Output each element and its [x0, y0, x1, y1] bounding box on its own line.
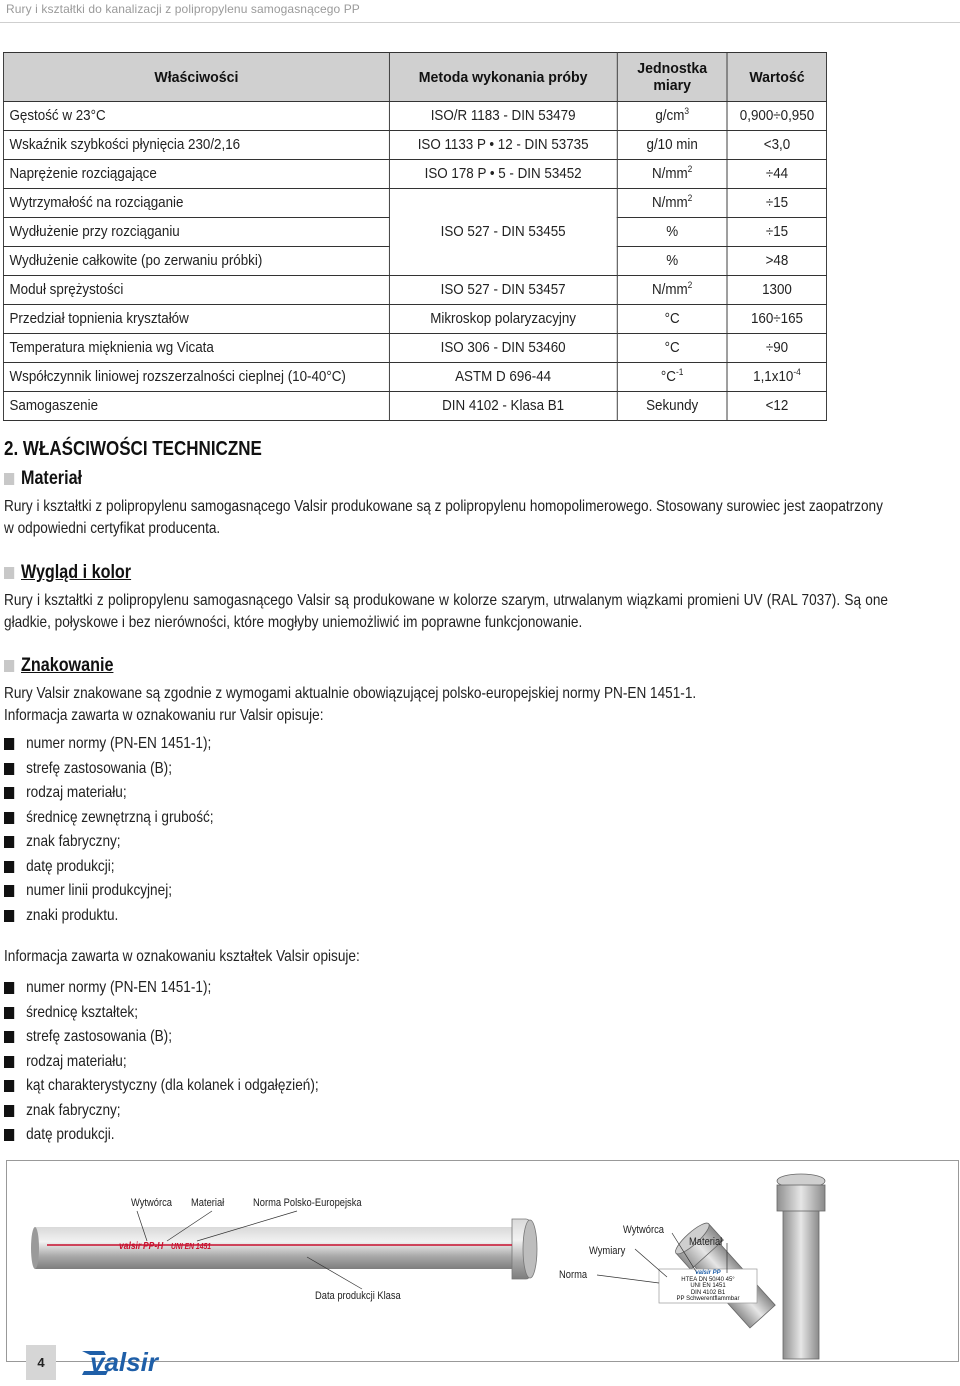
cell-property: Samogaszenie — [3, 392, 389, 421]
cell-property: Wskaźnik szybkości płynięcia 230/2,16 — [3, 131, 389, 160]
table-row — [3, 363, 826, 392]
header-method: Metoda wykonania próby — [389, 53, 617, 102]
square-bullet-icon — [4, 660, 14, 672]
table-row — [3, 276, 826, 305]
fitting-drawing — [659, 1174, 825, 1359]
pipe-print-material: PP-H — [143, 1241, 164, 1252]
list-item: znak fabryczny; — [4, 1099, 319, 1124]
fitting-marking-list — [4, 976, 319, 1148]
cell-property: Wydłużenie całkowite (po zerwaniu próbki) — [3, 247, 389, 276]
pipe-print-brand: valsir — [119, 1241, 142, 1252]
bullet-icon — [4, 812, 14, 824]
bullet-icon — [4, 1031, 14, 1043]
cell-unit: % — [617, 218, 728, 247]
cell-unit: $N/mm^2$ — [617, 276, 728, 305]
header-unit: Jednostka miary — [617, 53, 728, 102]
cell-value: <12 — [727, 392, 826, 421]
cell-property: Temperatura mięknienia wg Vicata — [3, 334, 389, 363]
label-pipe-producer: Wytwórca — [131, 1197, 172, 1209]
cell-value: ÷15 — [727, 218, 826, 247]
cell-unit: Sekundy — [617, 392, 728, 421]
list-item: strefę zastosowania (B); — [4, 1025, 319, 1050]
bullet-icon — [4, 763, 14, 775]
cell-property: Wydłużenie przy rozciąganiu — [3, 218, 389, 247]
list-item: numer normy (PN-EN 1451-1); — [4, 976, 319, 1001]
fitting-print-block: valsir PP HTEA DN 50/40 45° UNI EN 1451 DIN 4102 B1 PP Schwerentflammbar — [676, 1270, 740, 1303]
bullet-icon — [4, 1129, 14, 1141]
table-row — [3, 189, 826, 218]
marking-illustration — [6, 1160, 959, 1362]
section-title: 2. WŁAŚCIWOŚCI TECHNICZNE — [4, 438, 262, 460]
pipe-body — [35, 1227, 515, 1269]
bullet-icon — [4, 1105, 14, 1117]
bullet-icon — [4, 787, 14, 799]
table-row — [3, 102, 826, 131]
cell-method: ASTM D 696-44 — [389, 363, 617, 392]
list-item: datę produkcji. — [4, 1123, 319, 1148]
cell-value: 160÷165 — [727, 305, 826, 334]
list-item: strefę zastosowania (B); — [4, 757, 214, 782]
cell-property: Współczynnik liniowej rozszerzalności cieplnej (10-40°C) — [3, 363, 389, 392]
cell-value: >48 — [727, 247, 826, 276]
cell-unit: % — [617, 247, 728, 276]
cell-property: Naprężenie rozciągające — [3, 160, 389, 189]
label-fitting-dimensions: Wymiary — [589, 1245, 626, 1257]
list-item: średnicę zewnętrzną i grubość; — [4, 806, 214, 831]
list-item: kąt charakterystyczny (dla kolanek i odgałęzień); — [4, 1074, 319, 1099]
list-item: rodzaj materiału; — [4, 1050, 319, 1075]
label-pipe-date: Data produkcji Klasa — [315, 1290, 401, 1302]
cell-value: ÷44 — [727, 160, 826, 189]
pipe-socket-end — [523, 1220, 537, 1278]
pipe-marking-list — [4, 732, 214, 928]
cell-property: Przedział topnienia kryształów — [3, 305, 389, 334]
cell-value: ÷90 — [727, 334, 826, 363]
header-rule — [0, 22, 960, 23]
logo-drawing — [80, 1345, 200, 1381]
marking-heading: Znakowanie — [4, 655, 113, 677]
table-row — [3, 305, 826, 334]
valsir-logo — [80, 1345, 200, 1386]
cell-unit: $g/cm^3$ — [617, 102, 728, 131]
list-item: znak fabryczny; — [4, 830, 214, 855]
label-fitting-producer: Wytwórca — [623, 1224, 664, 1236]
bullet-icon — [4, 738, 14, 750]
table-row — [3, 131, 826, 160]
page-number: 4 — [26, 1345, 56, 1380]
bullet-icon — [4, 1007, 14, 1019]
cell-unit: °C — [617, 334, 728, 363]
running-header: Rury i kształtki do kanalizacji z polipropylenu samogasnącego PP — [6, 2, 360, 16]
table-header-row — [3, 53, 826, 102]
list-item: znaki produktu. — [4, 904, 214, 929]
svg-text:valsir: valsir — [90, 1347, 158, 1377]
bullet-icon — [4, 910, 14, 922]
header-property: Właściwości — [3, 53, 389, 102]
bullet-icon — [4, 836, 14, 848]
cell-property: Moduł sprężystości — [3, 276, 389, 305]
square-bullet-icon — [4, 473, 14, 485]
cell-method: ISO 178 P • 5 - DIN 53452 — [389, 160, 617, 189]
bullet-icon — [4, 1080, 14, 1092]
label-fitting-standard: Norma — [559, 1269, 588, 1281]
pipe-end — [31, 1227, 39, 1269]
list-item: rodzaj materiału; — [4, 781, 214, 806]
table-row — [3, 160, 826, 189]
fitting-marking-intro: Informacja zawarta w oznakowaniu kształtek Valsir opisuje: — [4, 948, 360, 965]
cell-method: ISO 527 - DIN 53455 — [389, 189, 617, 276]
marking-text: Rury Valsir znakowane są zgodnie z wymogami aktualnie obowiązującej polsko-europejskiej normy PN-EN 1451-1. Informacja zawarta w oznakowaniu rur Valsir opisuje: — [4, 685, 697, 724]
header-value: Wartość — [727, 53, 826, 102]
cell-value: $1,1x10^{-4}$ — [727, 363, 826, 392]
cell-unit: $N/mm^2$ — [617, 189, 728, 218]
table-row — [3, 392, 826, 421]
material-text: Rury i kształtki z polipropylenu samogasnącego Valsir produkowane są z polipropylenu homopolimerowego. Stosowany surowiec jest zaopatrzony w odpowiedni certyfikat producenta. — [4, 498, 883, 537]
cell-value: 1300 — [727, 276, 826, 305]
cell-method: ISO 1133 P • 12 - DIN 53735 — [389, 131, 617, 160]
cell-method: ISO 527 - DIN 53457 — [389, 276, 617, 305]
cell-property: Gęstość w 23°C — [3, 102, 389, 131]
cell-unit: g/10 min — [617, 131, 728, 160]
list-item: datę produkcji; — [4, 855, 214, 880]
appearance-text: Rury i kształtki z polipropylenu samogasnącego Valsir są produkowane w kolorze szarym, utrwalanym wiązkami promieni UV (RAL 7037). Są one gładkie, połyskowe i bez nierówności, które mogłyby uniemożliwić im poprawne funkcjonowanie. — [4, 592, 888, 631]
label-pipe-standard: Norma Polsko-Europejska — [253, 1197, 362, 1209]
illustration-drawing — [7, 1161, 958, 1361]
bullet-icon — [4, 1056, 14, 1068]
list-item: średnicę kształtek; — [4, 1001, 319, 1026]
pipe-print-standard: UNI EN 1451 — [171, 1242, 212, 1251]
cell-unit: °C — [617, 305, 728, 334]
label-pipe-material: Materiał — [191, 1197, 225, 1209]
cell-method: Mikroskop polaryzacyjny — [389, 305, 617, 334]
appearance-heading: Wygląd i kolor — [4, 562, 131, 584]
cell-value: <3,0 — [727, 131, 826, 160]
list-item: numer linii produkcyjnej; — [4, 879, 214, 904]
cell-unit: $N/mm^2$ — [617, 160, 728, 189]
cell-value: 0,900÷0,950 — [727, 102, 826, 131]
cell-method: DIN 4102 - Klasa B1 — [389, 392, 617, 421]
square-bullet-icon — [4, 567, 14, 579]
bullet-icon — [4, 861, 14, 873]
label-fitting-material: Materiał — [689, 1236, 723, 1248]
cell-property: Wytrzymałość na rozciąganie — [3, 189, 389, 218]
leader-fit-standard — [597, 1275, 659, 1283]
properties-table — [3, 52, 827, 421]
cell-unit: $^\circ C^{-1}$ — [617, 363, 728, 392]
table-row — [3, 334, 826, 363]
cell-method: ISO/R 1183 - DIN 53479 — [389, 102, 617, 131]
cell-method: ISO 306 - DIN 53460 — [389, 334, 617, 363]
cell-value: ÷15 — [727, 189, 826, 218]
material-heading: Materiał — [4, 468, 82, 490]
list-item: numer normy (PN-EN 1451-1); — [4, 732, 214, 757]
bullet-icon — [4, 982, 14, 994]
bullet-icon — [4, 885, 14, 897]
